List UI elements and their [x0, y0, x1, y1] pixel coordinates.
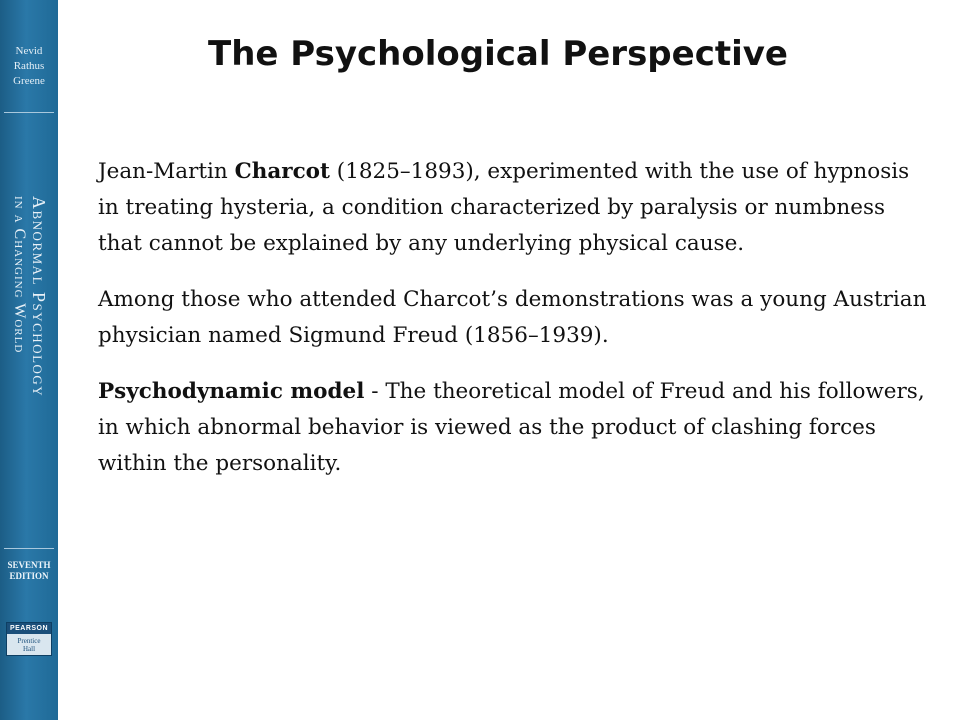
divider [4, 548, 54, 549]
publisher-name: PEARSON [7, 623, 51, 634]
edition-label [0, 560, 58, 582]
paragraph-charcot [98, 154, 928, 262]
author-2: Rathus [13, 60, 45, 72]
para1-prefix: Jean-Martin [98, 159, 235, 184]
slide-title: The Psychological Perspective [208, 34, 788, 74]
book-spine-sidebar [0, 0, 58, 720]
publisher-logo [6, 622, 52, 656]
para1-rest: (1825–1893), experimented with the use of hypnosis in treating hysteria, a condition characterized by paralysis or numbness that cannot be explained by any underlying physical cause. [98, 159, 910, 256]
author-3: Greene [13, 75, 45, 87]
publisher-imprint [7, 634, 51, 653]
psychodynamic-term: Psychodynamic model [98, 379, 365, 404]
book-title-main: Abnormal Psychology [29, 196, 49, 398]
slide-body [98, 154, 928, 502]
paragraph-psychodynamic [98, 374, 928, 482]
paragraph-freud: Among those who attended Charcot’s demonstrations was a young Austrian physician named Sigmund Freud (1856–1939). [98, 287, 927, 348]
publisher-imprint-line-2: Hall [22, 645, 36, 653]
edition-line-2: EDITION [9, 571, 49, 581]
charcot-bold: Charcot [234, 159, 330, 184]
psychodynamic-definition: - The theoretical model of Freud and his followers, in which abnormal behavior is viewed as the product of clashing forces within the personality. [98, 379, 925, 476]
publisher-imprint-line-1: Prentice [17, 637, 41, 645]
author-1: Nevid [15, 45, 43, 57]
book-title [9, 196, 49, 397]
book-title-sub: in a Changing World [11, 196, 28, 354]
author-names [0, 44, 58, 89]
divider [4, 112, 54, 113]
edition-line-1: SEVENTH [7, 560, 51, 570]
